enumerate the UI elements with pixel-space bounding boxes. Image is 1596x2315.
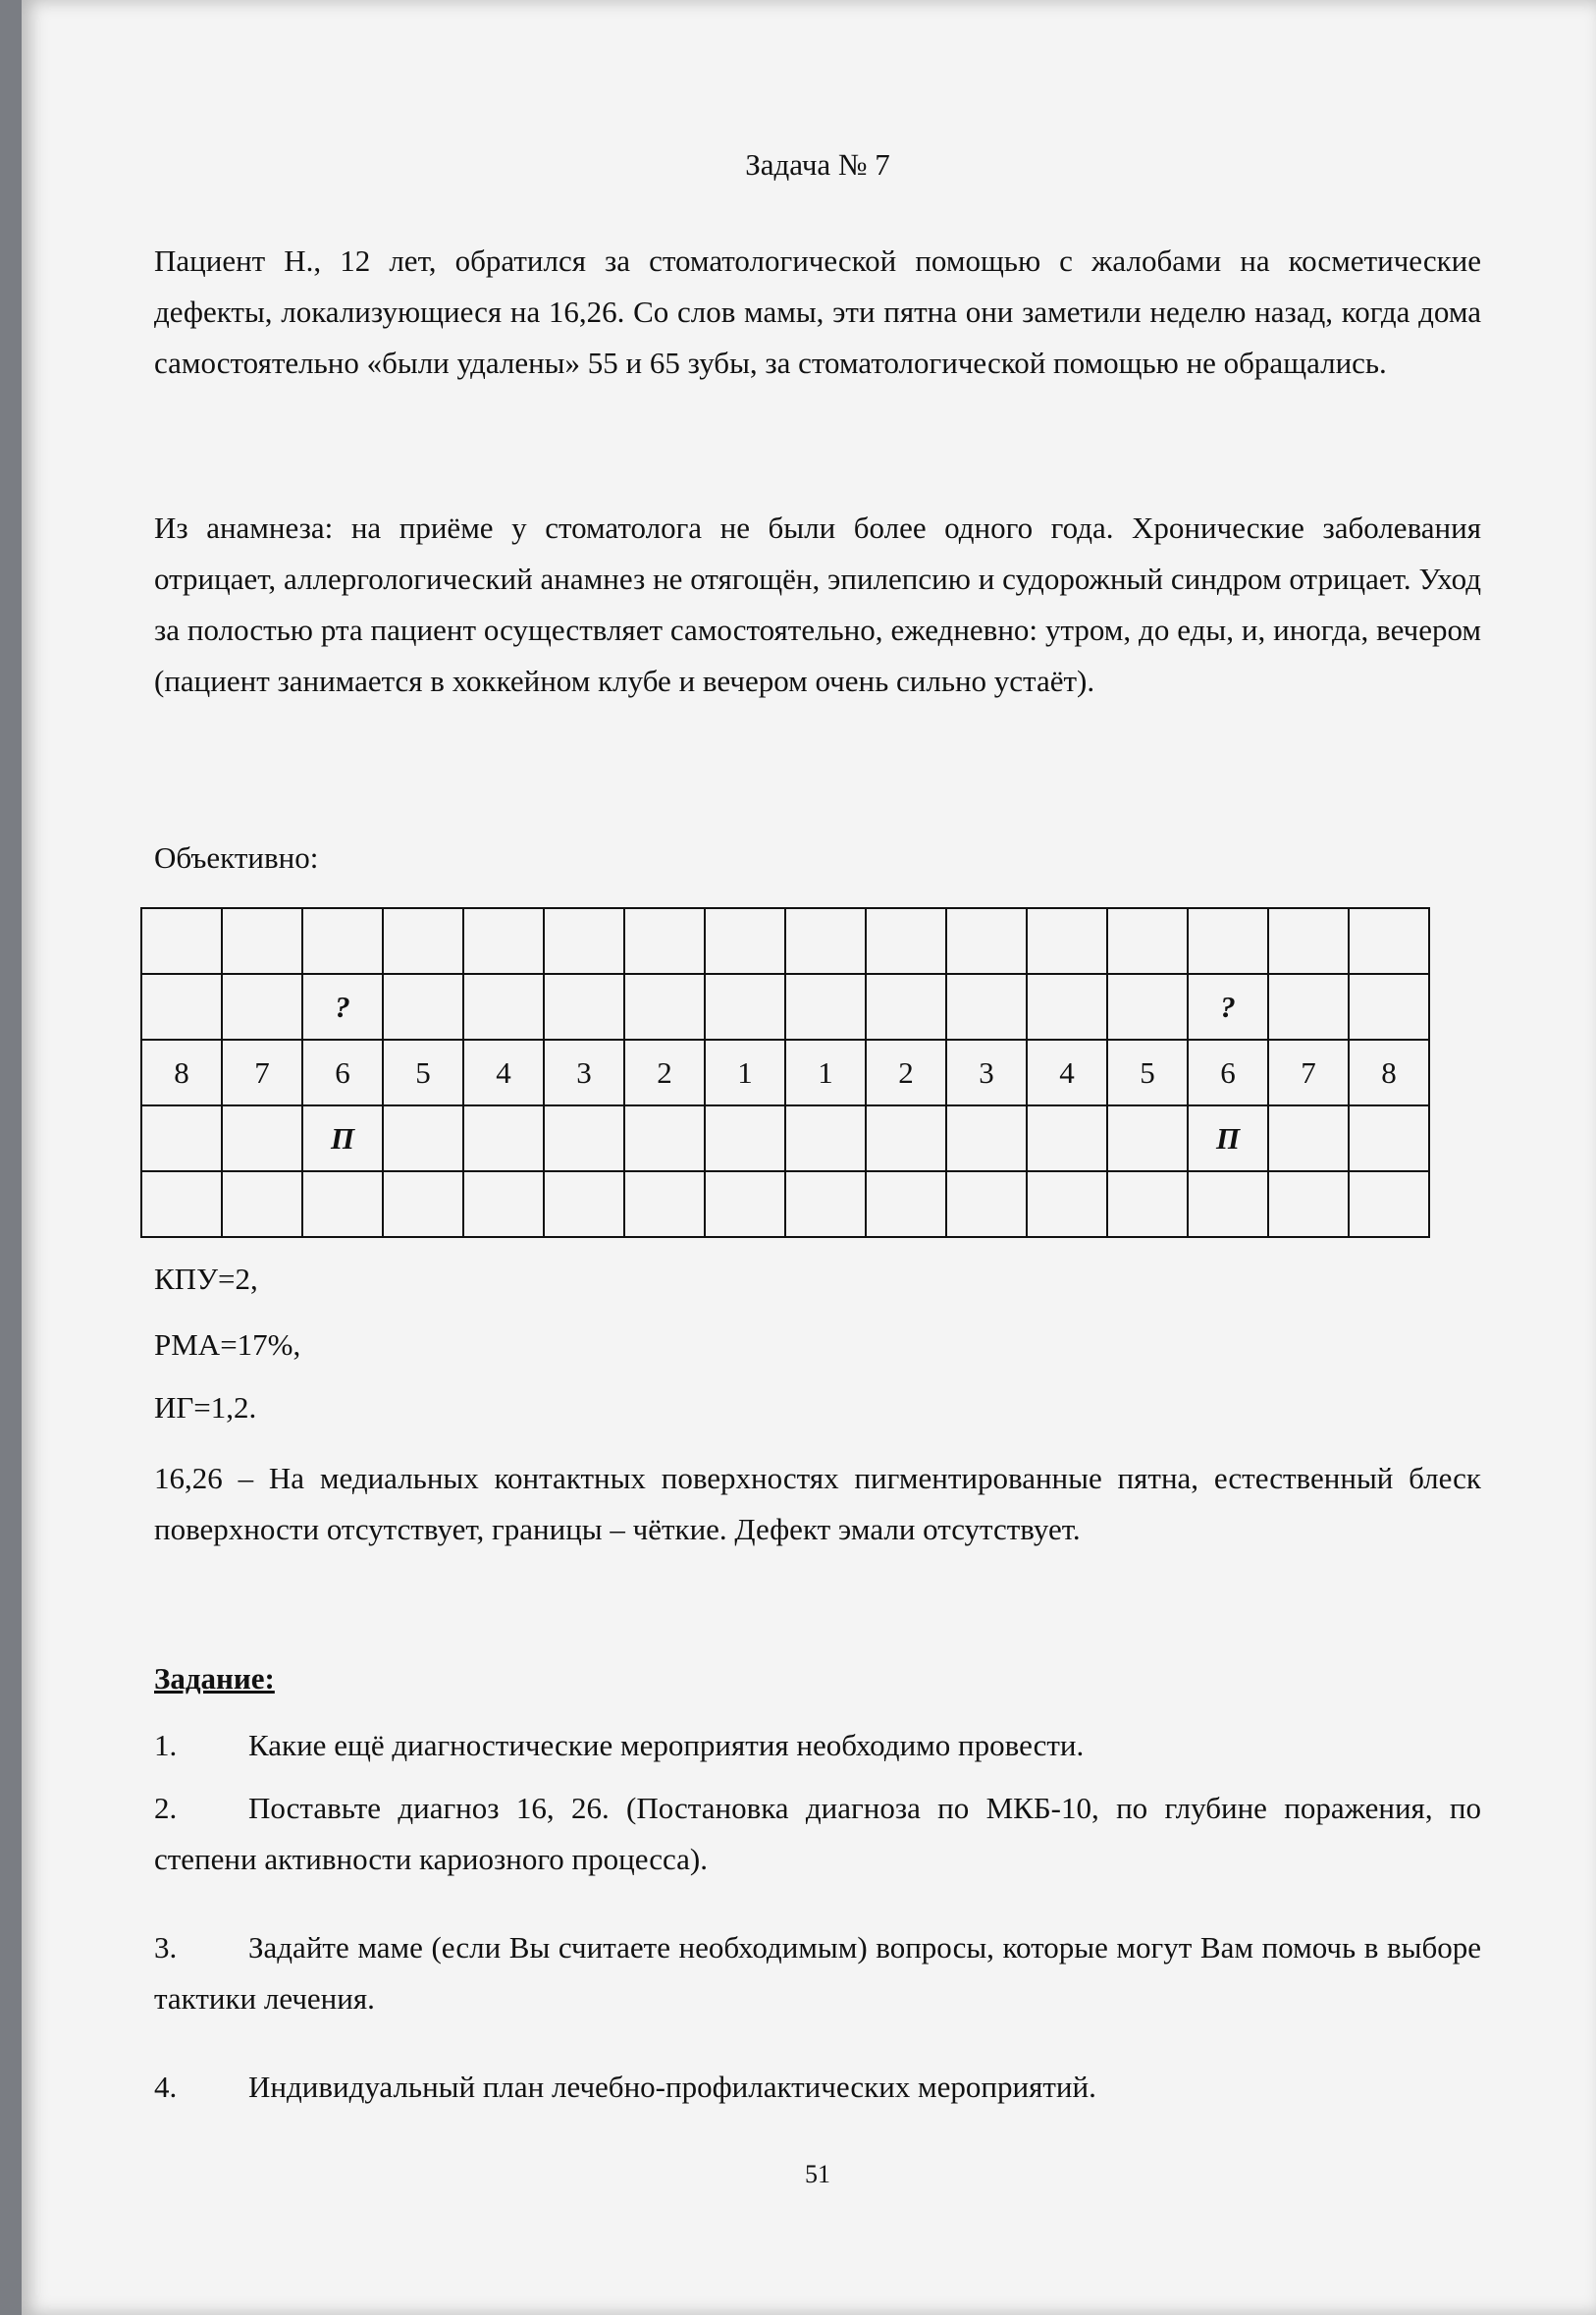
dental-empty-cell <box>544 1171 624 1237</box>
tooth-mark-cell <box>141 974 222 1040</box>
ig-index: ИГ=1,2. <box>154 1390 257 1425</box>
tooth-number-cell: 6 <box>302 1040 383 1105</box>
dental-empty-cell <box>705 1171 785 1237</box>
tooth-mark-cell: ? <box>302 974 383 1040</box>
dental-empty-cell <box>866 908 946 974</box>
tooth-mark-cell <box>624 974 705 1040</box>
dental-empty-cell <box>946 908 1027 974</box>
task-item <box>154 2062 1481 2113</box>
dental-empty-cell <box>785 908 866 974</box>
task-text: Поставьте диагноз 16, 26. (Постановка диагноза по МКБ-10, по глубине поражения, по степени активности кариозного процесса). <box>154 1791 1481 1876</box>
dental-tooth-numbers-row <box>141 1040 1429 1105</box>
tooth-mark-cell: ? <box>1188 974 1268 1040</box>
tooth-mark-cell <box>383 974 463 1040</box>
tooth-number-cell: 6 <box>1188 1040 1268 1105</box>
dental-empty-cell <box>141 908 222 974</box>
dental-empty-cell <box>463 1171 544 1237</box>
tooth-number-cell: 5 <box>1107 1040 1188 1105</box>
dental-empty-cell <box>866 1171 946 1237</box>
task-number: 4. <box>154 2070 178 2104</box>
tooth-number-cell: 3 <box>544 1040 624 1105</box>
task-item <box>154 1783 1481 1885</box>
dental-empty-cell <box>1349 1171 1429 1237</box>
tooth-mark-cell <box>946 974 1027 1040</box>
tooth-mark-cell <box>1349 1105 1429 1171</box>
dental-empty-cell <box>222 908 302 974</box>
tooth-mark-cell <box>544 974 624 1040</box>
tooth-mark-cell <box>383 1105 463 1171</box>
tooth-mark-cell <box>785 1105 866 1171</box>
tooth-mark-cell <box>785 974 866 1040</box>
dental-empty-cell <box>624 908 705 974</box>
tooth-mark-cell <box>463 974 544 1040</box>
task-item <box>154 1922 1481 2024</box>
rma-index: РМА=17%, <box>154 1327 301 1362</box>
tooth-number-cell: 4 <box>463 1040 544 1105</box>
tooth-number-cell: 4 <box>1027 1040 1107 1105</box>
dental-empty-cell <box>1188 1171 1268 1237</box>
task-title: Задача № 7 <box>745 147 890 182</box>
dental-empty-cell <box>624 1171 705 1237</box>
task-text: Задайте маме (если Вы считаете необходимым) вопросы, которые могут Вам помочь в выборе тактики лечения. <box>154 1930 1481 2016</box>
dental-lower-marks-row <box>141 1105 1429 1171</box>
tooth-mark-cell <box>705 974 785 1040</box>
dental-upper-marks-row <box>141 974 1429 1040</box>
tooth-mark-cell <box>141 1105 222 1171</box>
tooth-mark-cell <box>1349 974 1429 1040</box>
task-number: 2. <box>154 1791 178 1825</box>
dental-empty-cell <box>383 908 463 974</box>
dental-empty-cell <box>1349 908 1429 974</box>
assignment-label: Задание: <box>154 1661 275 1696</box>
tooth-mark-cell <box>866 1105 946 1171</box>
tooth-mark-cell <box>222 1105 302 1171</box>
tooth-number-cell: 2 <box>624 1040 705 1105</box>
tooth-mark-cell <box>1107 974 1188 1040</box>
tooth-number-cell: 1 <box>785 1040 866 1105</box>
tooth-mark-cell: П <box>302 1105 383 1171</box>
tooth-mark-cell <box>1268 1105 1349 1171</box>
tooth-number-cell: 3 <box>946 1040 1027 1105</box>
dental-empty-cell <box>141 1171 222 1237</box>
tooth-mark-cell: П <box>1188 1105 1268 1171</box>
dental-empty-cell <box>785 1171 866 1237</box>
dental-empty-cell <box>1027 1171 1107 1237</box>
dental-empty-cell <box>222 1171 302 1237</box>
objective-label: Объективно: <box>154 840 319 875</box>
complaint-paragraph: Пациент Н., 12 лет, обратился за стоматологической помощью с жалобами на косметические дефекты, локализующиеся на 16,26. Со слов мамы, эти пятна они заметили неделю назад, когда дома самостоятельно «были удалены» 55 и 65 зубы, за стоматологической помощью не обращались. <box>154 243 1481 380</box>
dental-empty-cell <box>1107 908 1188 974</box>
dental-empty-row <box>141 908 1429 974</box>
dental-formula-table <box>140 907 1430 1238</box>
tooth-number-cell: 7 <box>222 1040 302 1105</box>
tooth-number-cell: 8 <box>1349 1040 1429 1105</box>
dental-empty-cell <box>1027 908 1107 974</box>
dental-empty-cell <box>1107 1171 1188 1237</box>
task-number: 3. <box>154 1930 178 1965</box>
tooth-mark-cell <box>544 1105 624 1171</box>
dental-empty-cell <box>302 1171 383 1237</box>
tooth-mark-cell <box>1027 974 1107 1040</box>
task-text: Индивидуальный план лечебно-профилактических мероприятий. <box>248 2070 1096 2104</box>
task-item <box>154 1720 1481 1771</box>
tooth-mark-cell <box>1268 974 1349 1040</box>
kpu-index: КПУ=2, <box>154 1262 258 1296</box>
dental-empty-cell <box>1268 1171 1349 1237</box>
tooth-number-cell: 7 <box>1268 1040 1349 1105</box>
tooth-number-cell: 2 <box>866 1040 946 1105</box>
tooth-number-cell: 8 <box>141 1040 222 1105</box>
tooth-mark-cell <box>1027 1105 1107 1171</box>
tooth-mark-cell <box>946 1105 1027 1171</box>
page-number: 51 <box>805 2160 830 2188</box>
tooth-mark-cell <box>705 1105 785 1171</box>
dental-empty-cell <box>705 908 785 974</box>
dental-empty-cell <box>544 908 624 974</box>
tooth-mark-cell <box>1107 1105 1188 1171</box>
tooth-number-cell: 5 <box>383 1040 463 1105</box>
anamnesis-paragraph: Из анамнеза: на приёме у стоматолога не были более одного года. Хронические заболевания отрицает, аллергологический анамнез не отягощён, эпилепсию и судорожный синдром отрицает. Уход за полостью рта пациент осуществляет самостоятельно, ежедневно: утром, до еды, и, иногда, вечером (пациент занимается в хоккейном клубе и вечером очень сильно устаёт). <box>154 511 1481 698</box>
dental-empty-cell <box>302 908 383 974</box>
dental-empty-cell <box>463 908 544 974</box>
dental-empty-row <box>141 1171 1429 1237</box>
dental-empty-cell <box>1268 908 1349 974</box>
dental-empty-cell <box>946 1171 1027 1237</box>
tooth-number-cell: 1 <box>705 1040 785 1105</box>
tooth-mark-cell <box>222 974 302 1040</box>
document-page <box>22 0 1596 2315</box>
tooth-mark-cell <box>463 1105 544 1171</box>
dental-empty-cell <box>1188 908 1268 974</box>
tooth-mark-cell <box>866 974 946 1040</box>
task-text: Какие ещё диагностические мероприятия необходимо провести. <box>248 1728 1085 1762</box>
dental-empty-cell <box>383 1171 463 1237</box>
task-number: 1. <box>154 1728 178 1762</box>
findings-paragraph: 16,26 – На медиальных контактных поверхностях пигментированные пятна, естественный блеск поверхности отсутствует, границы – чёткие. Дефект эмали отсутствует. <box>154 1461 1481 1546</box>
tooth-mark-cell <box>624 1105 705 1171</box>
